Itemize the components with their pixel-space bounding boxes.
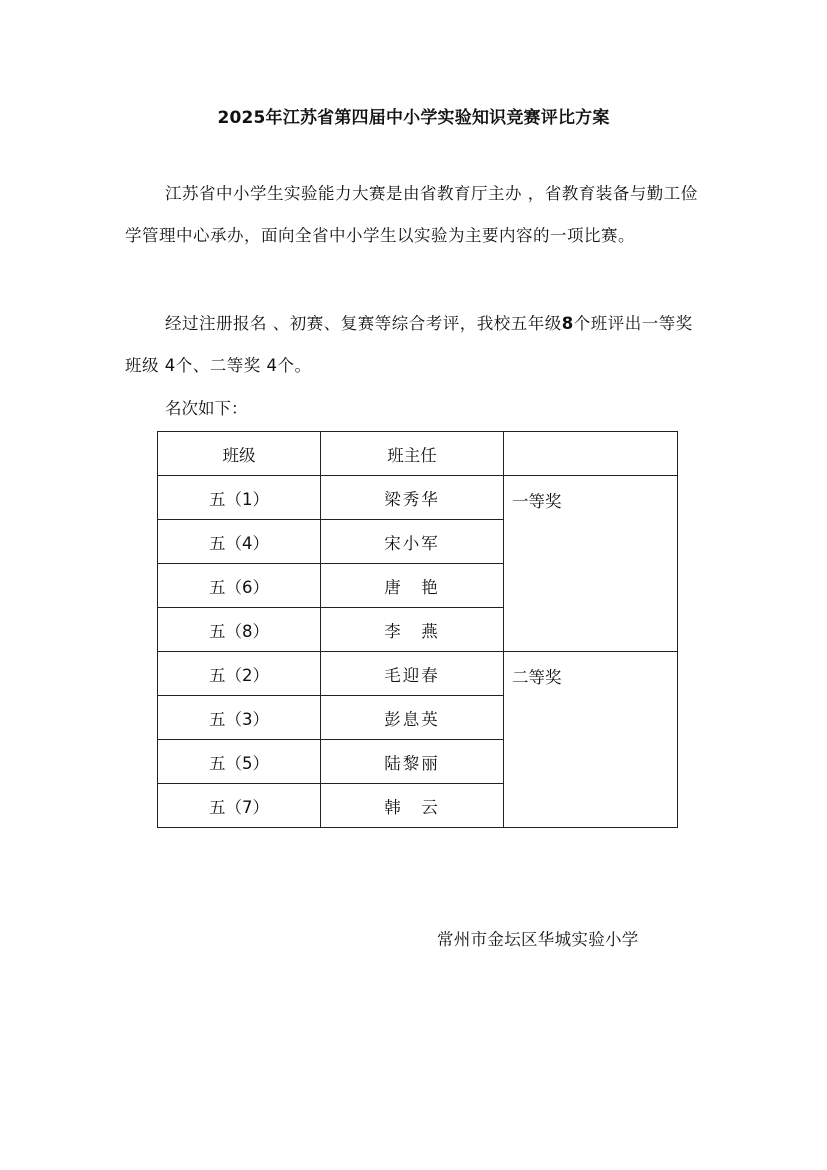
class-cell: 五（1）: [158, 476, 321, 520]
teacher-cell: 毛迎春: [321, 652, 504, 696]
document-title: 2025年江苏省第四届中小学实验知识竞赛评比方案: [217, 108, 610, 128]
class-cell: 五（7）: [158, 784, 321, 828]
table-row: [158, 652, 678, 696]
class-cell: 五（3）: [158, 696, 321, 740]
class-cell: 五（8）: [158, 608, 321, 652]
teacher-cell: 梁秀华: [321, 476, 504, 520]
teacher-cell: 彭息英: [321, 696, 504, 740]
teacher-cell: 宋小军: [321, 520, 504, 564]
class-cell: 五（6）: [158, 564, 321, 608]
teacher-cell: 韩 云: [321, 784, 504, 828]
table-row: [158, 476, 678, 520]
result-paragraph: [125, 303, 705, 387]
class-cell: 五（2）: [158, 652, 321, 696]
table-header-row: [158, 432, 678, 476]
intro-paragraph: 江苏省中小学生实验能力大赛是由省教育厅主办 ，省教育装备与勤工俭学管理中心承办，面向全省中小学生以实验为主要内容的一项比赛。: [125, 184, 698, 245]
class-count: 8: [561, 314, 574, 333]
teacher-cell: 李 燕: [321, 608, 504, 652]
class-cell: 五（5）: [158, 740, 321, 784]
header-class: 班级: [158, 432, 321, 476]
award-cell-first-prize: 一等奖: [504, 476, 678, 652]
header-award: [504, 432, 678, 476]
ranking-heading: 名次如下：: [165, 399, 248, 418]
header-teacher: 班主任: [321, 432, 504, 476]
award-cell-second-prize: 二等奖: [504, 652, 678, 828]
teacher-cell: 唐 艳: [321, 564, 504, 608]
result-text-1: 经过注册报名 、初赛、复赛等综合考评，我校五年级: [165, 314, 562, 333]
award-table: [157, 431, 678, 828]
teacher-cell: 陆黎丽: [321, 740, 504, 784]
school-signature: 常州市金坛区华城实验小学: [437, 930, 639, 949]
result-text-2: 个班评出一等奖班级 4个、二等奖 4个。: [125, 314, 693, 375]
class-cell: 五（4）: [158, 520, 321, 564]
